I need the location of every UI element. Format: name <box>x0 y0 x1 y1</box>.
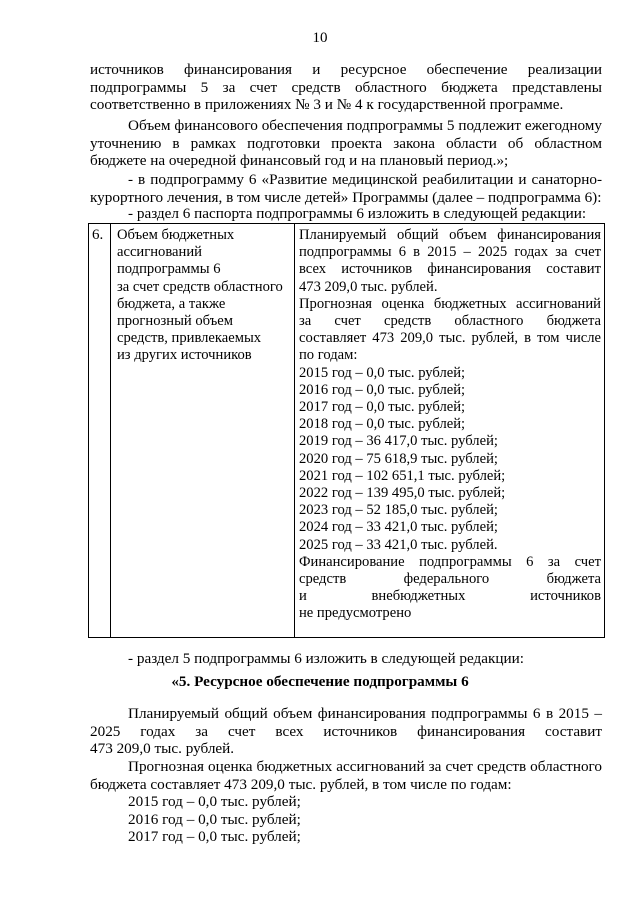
text-line: уточнению в рамках подготовки проекта закона области об областном <box>90 134 602 152</box>
text-line: Планируемый общий объем финансирования подпрограммы 6 в 2015 – <box>128 705 602 722</box>
text-line: подпрограммы 5 за счет средств областного бюджета представлены <box>90 78 602 96</box>
cell-line: за счет средств областного <box>117 278 283 295</box>
text-line: - в подпрограмму 6 «Развитие медицинской реабилитации и санаторно- <box>128 171 602 188</box>
cell-line: средств федерального бюджета <box>299 571 601 588</box>
cell-line: Финансирование подпрограммы 6 за счет <box>299 553 601 570</box>
text-line: соответственно в приложениях № 3 и № 4 к государственной программе. <box>90 96 564 114</box>
paragraph-section-5 <box>90 650 602 668</box>
cell-line: 2024 год – 33 421,0 тыс. рублей; <box>299 519 498 536</box>
text-line: 473 209,0 тыс. рублей. <box>90 740 235 758</box>
cell-line: 2017 год – 0,0 тыс. рублей; <box>299 399 466 416</box>
cell-line: за счет средств областного бюджета <box>299 313 601 330</box>
section-title: «5. Ресурсное обеспечение подпрограммы 6 <box>171 673 469 690</box>
cell-line: по годам: <box>299 347 358 364</box>
cell-line: Прогнозная оценка бюджетных ассигнований <box>299 295 601 312</box>
cell-line: 2023 год – 52 185,0 тыс. рублей; <box>299 502 498 519</box>
paragraph-forecast <box>90 758 602 793</box>
cell-line: 473 209,0 тыс. рублей. <box>299 278 438 295</box>
cell-line: и внебюджетных источников <box>299 588 601 605</box>
years-list <box>90 793 602 846</box>
cell-line: подпрограммы 6 <box>117 261 221 278</box>
paragraph-sources <box>90 61 602 114</box>
table-cell-name <box>112 224 295 637</box>
cell-line: прогнозный объем <box>117 313 233 330</box>
table-cell-value <box>296 224 604 623</box>
cell-line: 2016 год – 0,0 тыс. рублей; <box>299 381 466 398</box>
list-item: 2016 год – 0,0 тыс. рублей; <box>128 810 301 828</box>
passport-table <box>88 223 605 638</box>
cell-line: подпрограммы 6 в 2015 – 2025 годах за счет <box>299 244 601 261</box>
cell-line: из других источников <box>117 347 252 364</box>
cell-line: всех источников финансирования составит <box>299 261 601 278</box>
paragraph-subprogram-6-intro <box>90 171 602 206</box>
paragraph-section-6-passport <box>90 205 602 223</box>
text-line: 2025 годах за счет всех источников финансирования составит <box>90 722 602 740</box>
list-item: 2017 год – 0,0 тыс. рублей; <box>128 828 301 846</box>
table-row-number: 6. <box>89 224 111 637</box>
paragraph-funding-volume <box>90 117 602 170</box>
cell-line: Планируемый общий объем финансирования <box>299 227 601 243</box>
text-line: источников финансирования и ресурсное обеспечение реализации <box>90 61 602 78</box>
cell-line: 2019 год – 36 417,0 тыс. рублей; <box>299 433 498 450</box>
paragraph-planned-volume <box>90 705 602 758</box>
text-line: Объем финансового обеспечения подпрограммы 5 подлежит ежегодному <box>128 117 602 134</box>
cell-line: 2018 год – 0,0 тыс. рублей; <box>299 416 466 433</box>
cell-line: не предусмотрено <box>299 605 412 622</box>
text-line: бюджете на очередной финансовый год и на плановый период.»; <box>90 152 509 170</box>
cell-line: 2020 год – 75 618,9 тыс. рублей; <box>299 450 498 467</box>
cell-line: составляет 473 209,0 тыс. рублей, в том числе <box>299 330 601 347</box>
cell-line: Объем бюджетных <box>117 227 235 243</box>
cell-line: ассигнований <box>117 244 202 261</box>
cell-line: бюджета, а также <box>117 295 226 312</box>
list-item: 2015 год – 0,0 тыс. рублей; <box>128 793 301 810</box>
cell-line: 2022 год – 139 495,0 тыс. рублей; <box>299 485 506 502</box>
text-line: курортного лечения, в том числе детей» Программы (далее – подпрограмма 6): <box>90 188 602 206</box>
cell-line: 2021 год – 102 651,1 тыс. рублей; <box>299 467 506 484</box>
cell-line: 2025 год – 33 421,0 тыс. рублей. <box>299 536 498 553</box>
text-line: - раздел 5 подпрограммы 6 изложить в следующей редакции: <box>128 650 524 667</box>
text-line: Прогнозная оценка бюджетных ассигнований за счет средств областного <box>128 758 602 775</box>
text-line: бюджета составляет 473 209,0 тыс. рублей, в том числе по годам: <box>90 775 512 793</box>
page-number: 10 <box>312 30 328 46</box>
cell-line: средств, привлекаемых <box>117 330 262 347</box>
cell-line: 2015 год – 0,0 тыс. рублей; <box>299 364 466 381</box>
text-line: - раздел 6 паспорта подпрограммы 6 изложить в следующей редакции: <box>128 205 587 222</box>
